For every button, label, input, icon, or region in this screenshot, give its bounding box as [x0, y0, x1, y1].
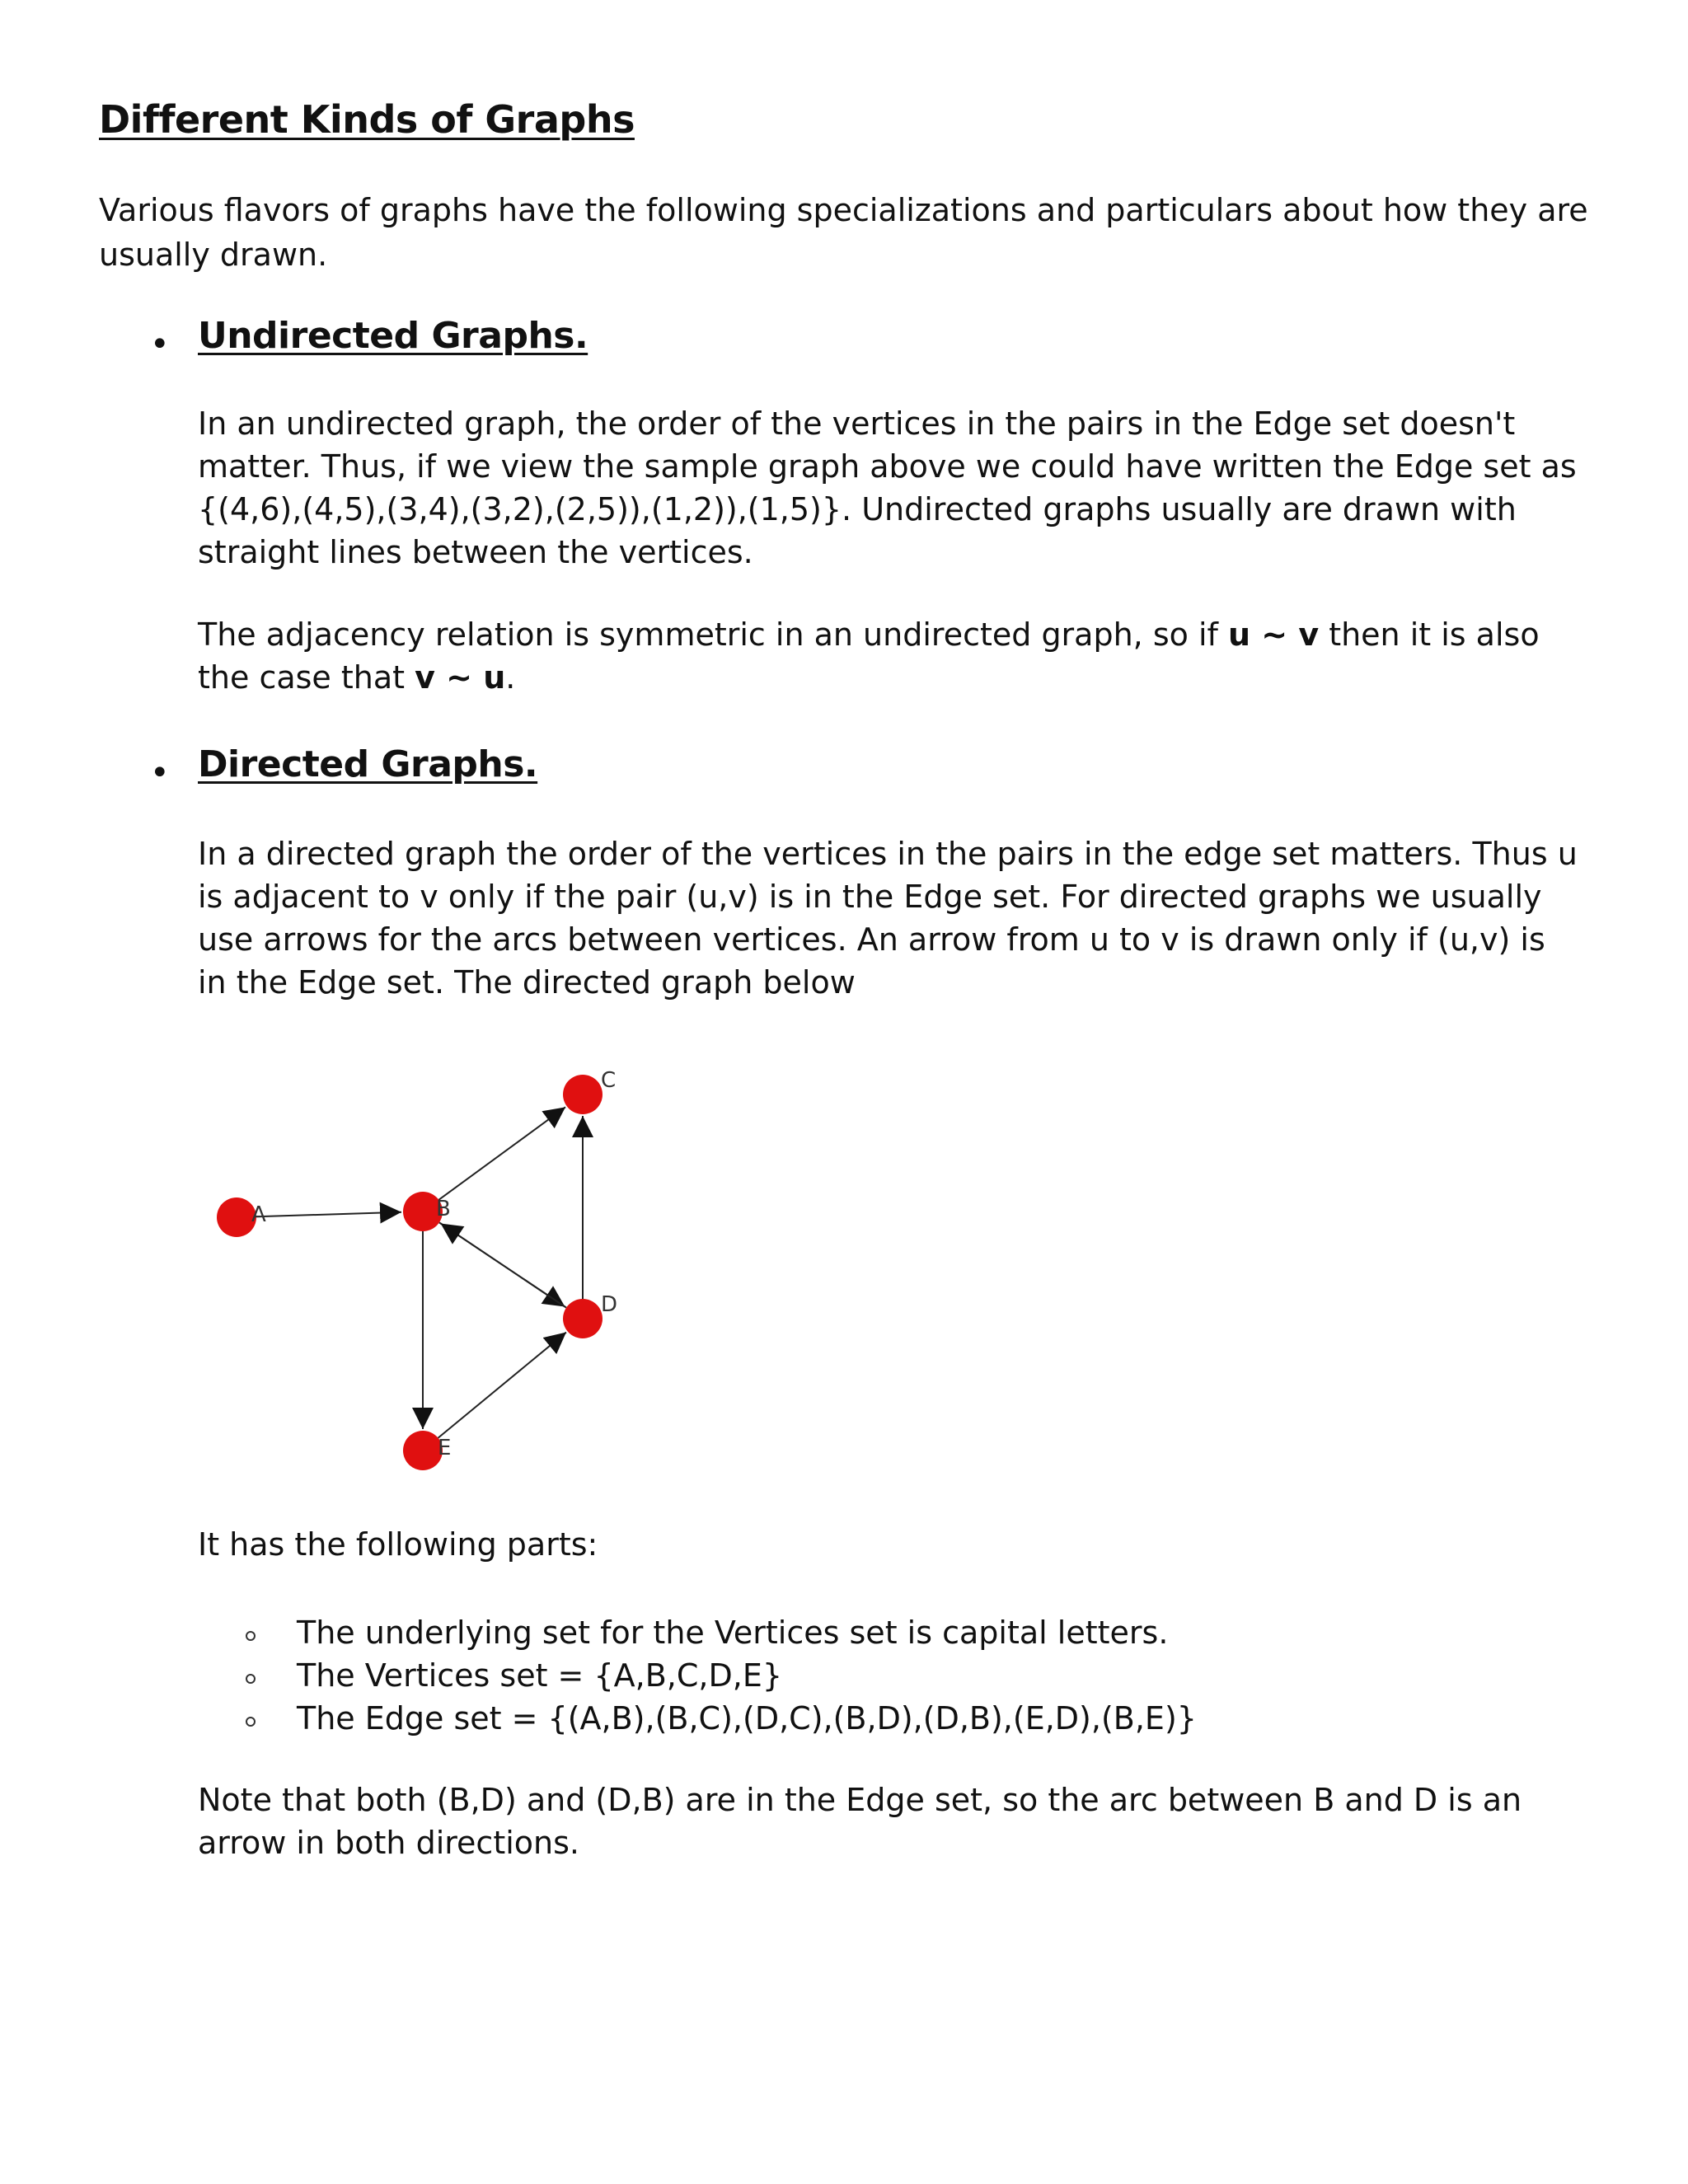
vertex-label-B: B [436, 1197, 451, 1221]
edge-D-B [441, 1223, 566, 1307]
graph-vertices [217, 1068, 617, 1470]
circle-bullet-icon [246, 1674, 256, 1684]
vertex-label-D: D [601, 1292, 618, 1317]
circle-bullet-icon [246, 1631, 256, 1641]
undirected-paragraph-1: In an undirected graph, the order of the vertices in the pairs in the Edge set doesn't matter. Thus, if we view the sample graph above we could have written the Edge set as {(4,6),(4,5),(3,4),(3,2),(2,5)),(1,2)),(1,5)}. Undirected graphs usually are drawn with straight lines between the vertices. [198, 405, 1577, 570]
directed-paragraph-1: In a directed graph the order of the vertices in the pairs in the edge set matters. Thus u is adjacent to v only if the pair (u,v) is in the Edge set. For directed graphs we usually use arrows for the arcs between vertices. An arrow from u to v is drawn only if (u,v) is in the Edge set. The directed graph below [198, 836, 1578, 1001]
vertex-label-E: E [438, 1436, 452, 1460]
bullet-marker: • [150, 754, 170, 792]
parts-list [198, 1611, 1197, 1740]
edge-A-B [256, 1212, 401, 1216]
vertex-C [563, 1075, 603, 1114]
list-item-text: The Edge set = {(A,B),(B,C),(D,C),(B,D),(D,B),(E,D),(B,E)} [297, 1700, 1197, 1736]
directed-graph-figure [202, 1063, 663, 1475]
intro-paragraph: Various flavors of graphs have the following specializations and particulars about how they are usually drawn. [99, 192, 1588, 273]
directed-heading: Directed Graphs. [198, 743, 538, 785]
graph-edges [256, 1107, 583, 1437]
list-item [198, 1697, 1197, 1740]
circle-bullet-icon [246, 1717, 256, 1727]
vertex-E [403, 1431, 443, 1470]
list-item [198, 1611, 1197, 1654]
vertex-D [563, 1299, 603, 1338]
bullet-marker: • [150, 326, 170, 363]
list-item-text: The Vertices set = {A,B,C,D,E} [297, 1657, 783, 1694]
symmetry-text-mid: then it is also the case that [198, 616, 1540, 696]
relation-u-v: u ~ v [1227, 616, 1320, 653]
note-paragraph: Note that both (B,D) and (D,B) are in the Edge set, so the arc between B and D is an arrow in both directions. [198, 1782, 1522, 1861]
symmetry-text-start: The adjacency relation is symmetric in an undirected graph, so if [198, 616, 1228, 653]
undirected-heading: Undirected Graphs. [198, 315, 588, 357]
list-item [198, 1654, 1197, 1697]
document-title: Different Kinds of Graphs [99, 97, 635, 142]
symmetry-text-end: . [505, 659, 516, 696]
vertex-A [217, 1197, 256, 1237]
edge-E-D [438, 1333, 566, 1438]
undirected-paragraph-2 [198, 613, 1582, 699]
list-item-text: The underlying set for the Vertices set is capital letters. [297, 1615, 1169, 1651]
edge-B-C [438, 1107, 565, 1199]
vertex-label-C: C [601, 1068, 617, 1093]
parts-intro: It has the following parts: [198, 1526, 598, 1563]
relation-v-u: v ~ u [415, 659, 506, 696]
vertex-label-A: A [251, 1202, 266, 1227]
